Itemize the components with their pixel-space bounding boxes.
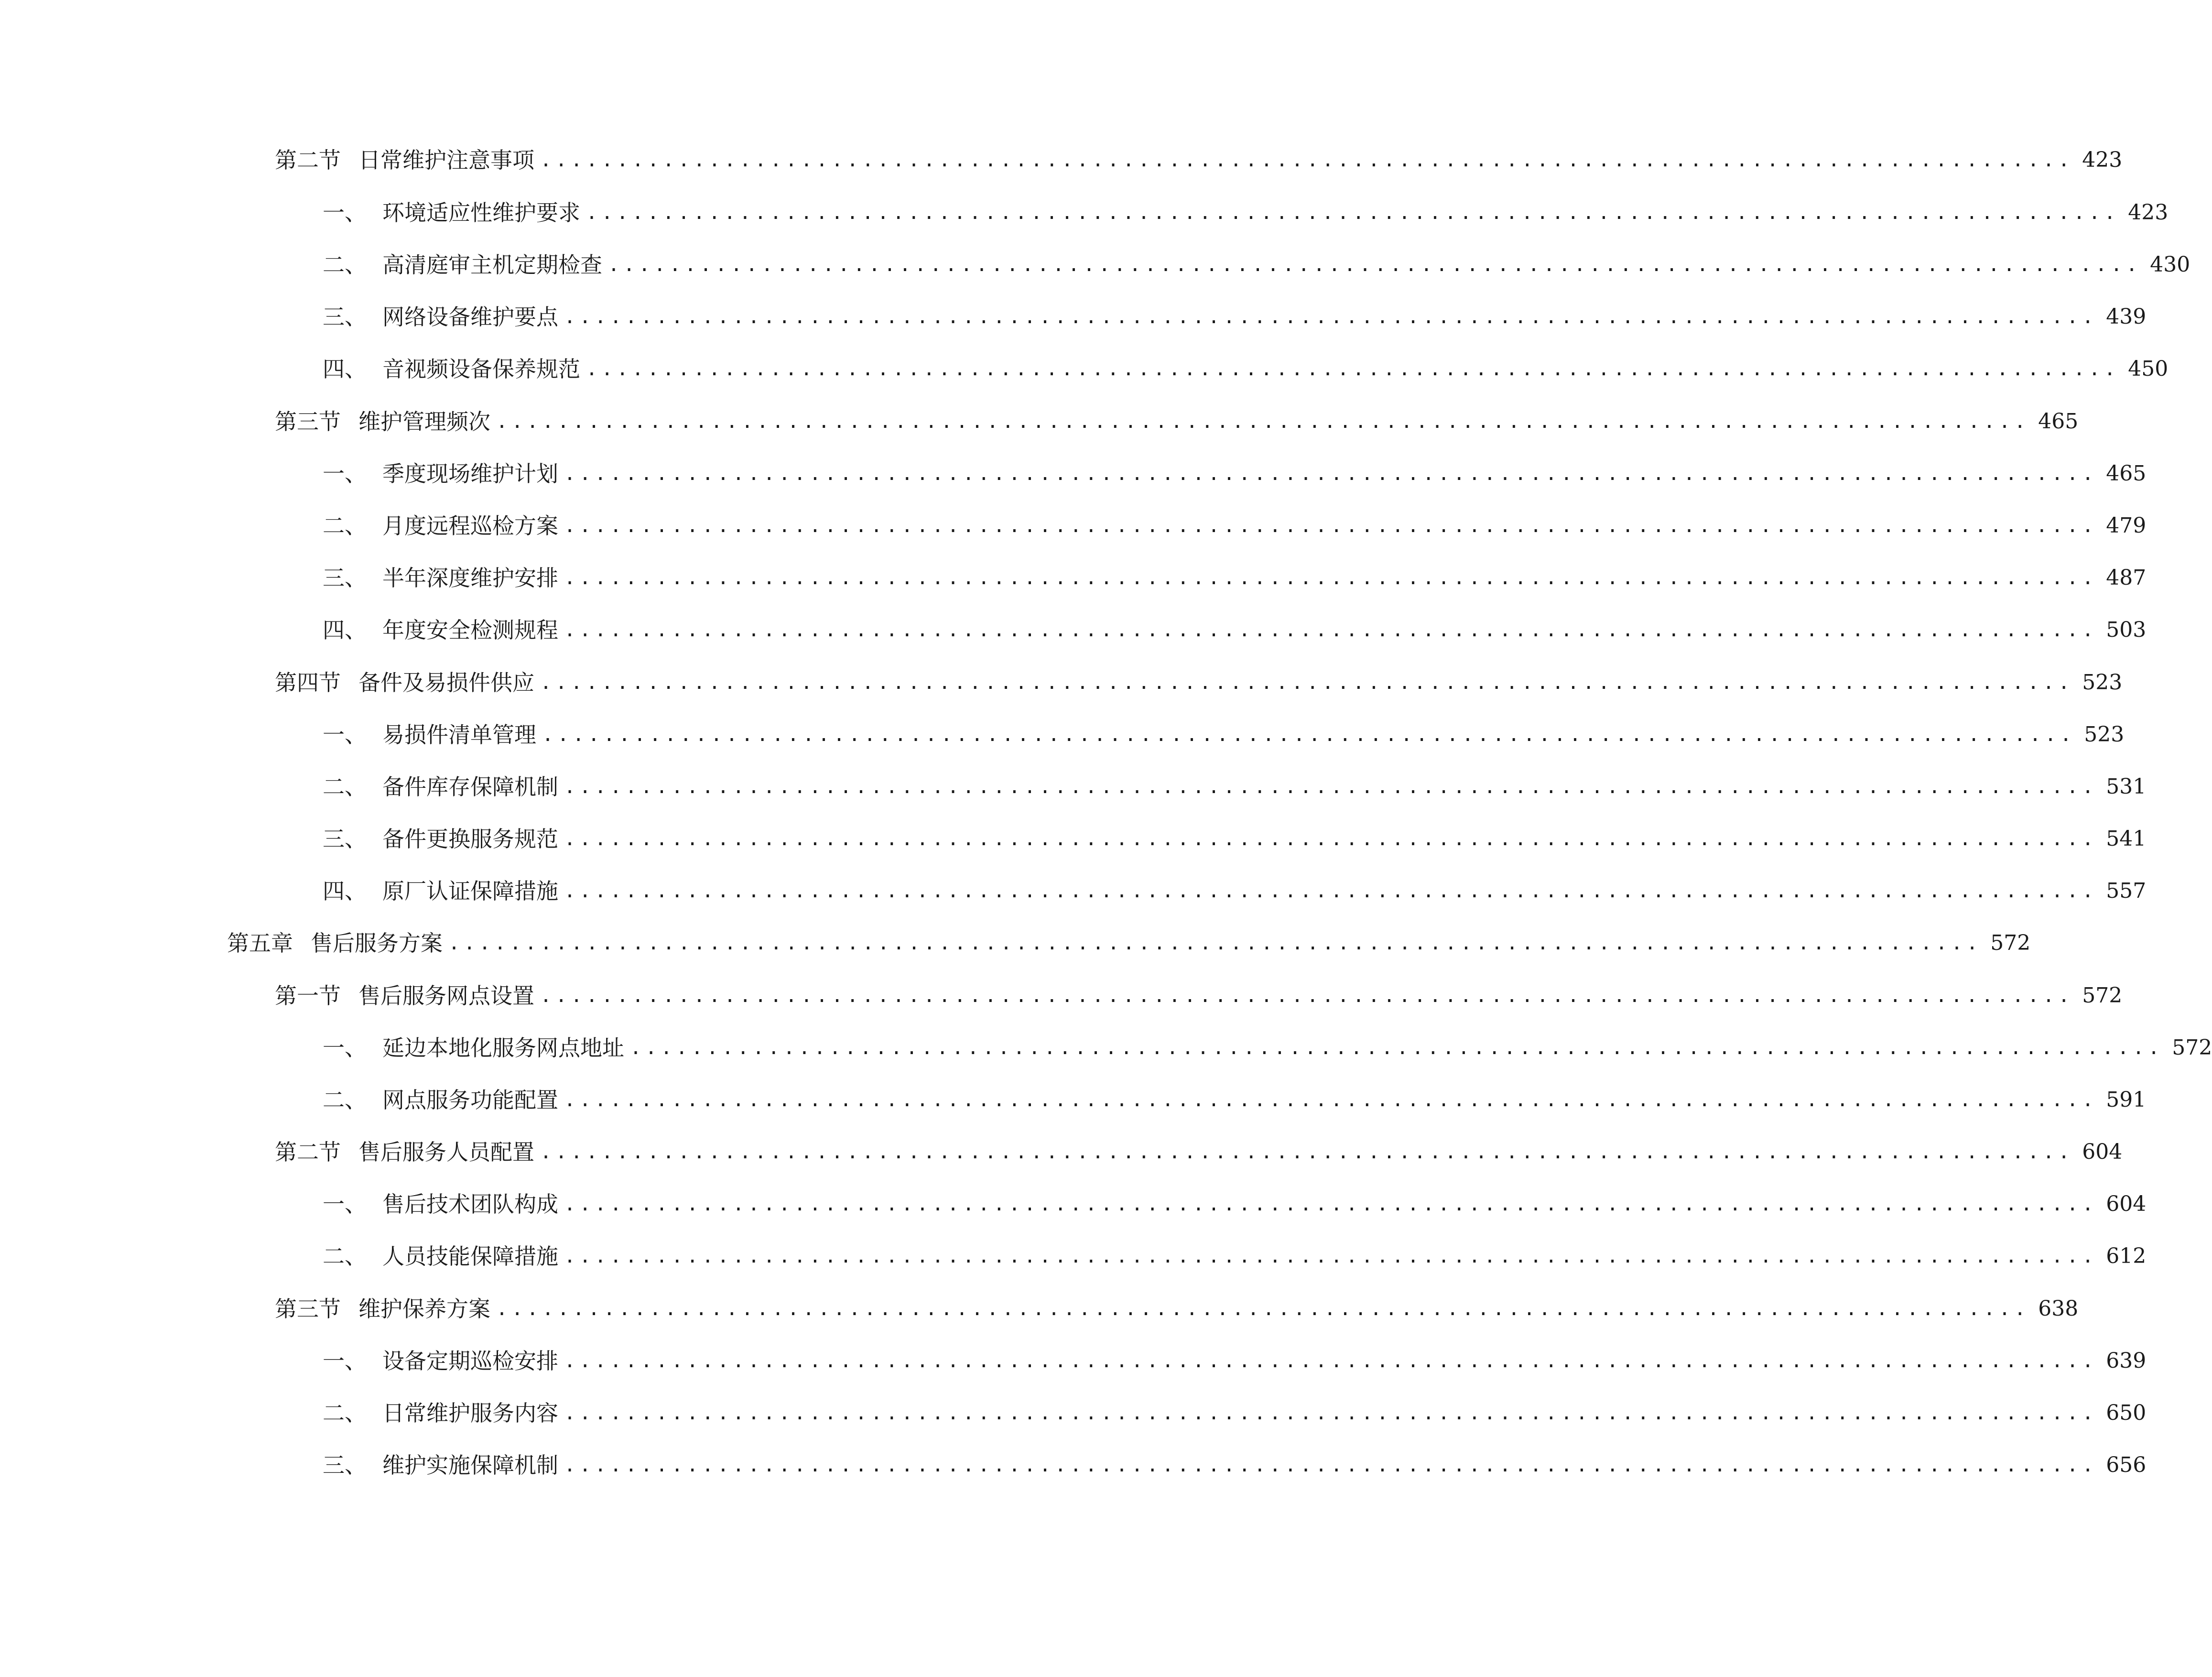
toc-entry-title: 售后服务网点设置 bbox=[358, 983, 534, 1009]
toc-entry[interactable] bbox=[227, 924, 2031, 962]
toc-entry[interactable] bbox=[275, 403, 2079, 441]
toc-entry-title: 月度远程巡检方案 bbox=[382, 513, 558, 539]
toc-label bbox=[323, 455, 558, 493]
toc-page-number: 572 bbox=[1990, 931, 2031, 955]
dot-leader: .................................................................................................... bbox=[564, 1245, 2098, 1267]
toc-entry[interactable] bbox=[275, 977, 2123, 1015]
toc-entry-prefix: 一、 bbox=[323, 461, 367, 487]
toc-entry[interactable] bbox=[323, 1237, 2147, 1275]
toc-entry-prefix: 三、 bbox=[323, 304, 367, 330]
dot-leader: .................................................................................................... bbox=[448, 932, 1982, 954]
toc-page-number: 465 bbox=[2106, 461, 2147, 486]
toc-label bbox=[323, 350, 580, 388]
toc-entry-title: 日常维护服务内容 bbox=[382, 1400, 558, 1426]
toc-entry[interactable] bbox=[275, 1133, 2123, 1171]
toc-label bbox=[323, 1394, 558, 1432]
toc-entry[interactable] bbox=[323, 1394, 2147, 1432]
toc-label bbox=[323, 872, 558, 910]
toc-label bbox=[323, 246, 602, 284]
toc-page-number: 523 bbox=[2084, 722, 2125, 747]
dot-leader: .................................................................................................... bbox=[540, 149, 2074, 171]
dot-leader: .................................................................................................... bbox=[540, 985, 2074, 1007]
toc-entry[interactable] bbox=[323, 716, 2125, 754]
toc-entry-prefix: 第一节 bbox=[275, 983, 341, 1009]
toc-entry-prefix: 二、 bbox=[323, 513, 367, 539]
toc-label bbox=[323, 559, 558, 597]
toc-label bbox=[275, 977, 534, 1015]
toc-entry-title: 售后服务方案 bbox=[311, 930, 443, 956]
toc-label bbox=[323, 298, 558, 336]
toc-label bbox=[323, 1446, 558, 1484]
toc-entry-title: 维护保养方案 bbox=[358, 1296, 490, 1322]
dot-leader: .................................................................................................... bbox=[564, 515, 2098, 537]
toc-entry-prefix: 一、 bbox=[323, 200, 367, 226]
dot-leader: .................................................................................................... bbox=[564, 1402, 2098, 1424]
toc-entry-prefix: 一、 bbox=[323, 1191, 367, 1217]
toc-label bbox=[323, 1342, 558, 1380]
toc-page-number: 430 bbox=[2150, 252, 2190, 277]
toc-entry-prefix: 一、 bbox=[323, 722, 367, 748]
dot-leader: .................................................................................................... bbox=[496, 411, 2030, 433]
toc-page-number: 557 bbox=[2106, 879, 2147, 903]
toc-entry-prefix: 二、 bbox=[323, 252, 367, 278]
toc-entry-title: 网点服务功能配置 bbox=[382, 1087, 558, 1113]
dot-leader: .................................................................................................... bbox=[564, 463, 2098, 485]
toc-label bbox=[323, 1185, 558, 1223]
toc-page-number: 503 bbox=[2106, 618, 2147, 642]
toc-entry-title: 季度现场维护计划 bbox=[382, 461, 558, 487]
dot-leader: .................................................................................................... bbox=[630, 1037, 2164, 1059]
toc-entry[interactable] bbox=[323, 350, 2169, 388]
dot-leader: .................................................................................................... bbox=[564, 1089, 2098, 1111]
toc-entry-title: 易损件清单管理 bbox=[382, 722, 536, 748]
toc-entry-prefix: 三、 bbox=[323, 826, 367, 852]
toc-label bbox=[323, 1081, 558, 1119]
dot-leader: .................................................................................................... bbox=[564, 306, 2098, 328]
dot-leader: .................................................................................................... bbox=[586, 202, 2120, 224]
toc-entry-prefix: 二、 bbox=[323, 1087, 367, 1113]
dot-leader: .................................................................................................... bbox=[540, 1141, 2074, 1163]
toc-entry-prefix: 第三节 bbox=[275, 1296, 341, 1322]
dot-leader: .................................................................................................... bbox=[564, 776, 2098, 798]
toc-entry[interactable] bbox=[323, 1029, 2212, 1067]
toc-entry-prefix: 第五章 bbox=[227, 930, 293, 956]
toc-entry[interactable] bbox=[323, 611, 2147, 649]
toc-entry-title: 延边本地化服务网点地址 bbox=[382, 1035, 624, 1061]
dot-leader: .................................................................................................... bbox=[564, 880, 2098, 902]
toc-entry-title: 高清庭审主机定期检查 bbox=[382, 252, 602, 278]
toc-label bbox=[323, 820, 558, 858]
toc-page-number: 638 bbox=[2038, 1296, 2079, 1321]
dot-leader: .................................................................................................... bbox=[564, 567, 2098, 589]
toc-entry-title: 音视频设备保养规范 bbox=[382, 356, 580, 382]
toc-label bbox=[227, 924, 443, 962]
dot-leader: .................................................................................................... bbox=[540, 672, 2074, 694]
toc-entry[interactable] bbox=[323, 559, 2147, 597]
dot-leader: .................................................................................................... bbox=[586, 358, 2120, 380]
toc-page-number: 656 bbox=[2106, 1453, 2147, 1477]
toc-page-number: 572 bbox=[2172, 1035, 2212, 1060]
toc-label bbox=[323, 768, 558, 806]
toc-entry-title: 售后服务人员配置 bbox=[358, 1139, 534, 1165]
toc-entry-title: 网络设备维护要点 bbox=[382, 304, 558, 330]
toc-page-number: 479 bbox=[2106, 513, 2147, 538]
toc-entry[interactable] bbox=[323, 194, 2169, 232]
toc-label bbox=[275, 1133, 534, 1171]
toc-page-number: 591 bbox=[2106, 1088, 2147, 1112]
toc-entry-title: 备件更换服务规范 bbox=[382, 826, 558, 852]
toc-label bbox=[323, 1029, 624, 1067]
dot-leader: .................................................................................................... bbox=[542, 724, 2076, 746]
toc-label bbox=[275, 141, 534, 179]
toc-entry[interactable] bbox=[323, 1342, 2147, 1380]
toc-entry-prefix: 三、 bbox=[323, 1452, 367, 1478]
toc-entry[interactable] bbox=[323, 768, 2147, 806]
toc-entry[interactable] bbox=[323, 820, 2147, 858]
toc-page-number: 650 bbox=[2106, 1401, 2147, 1425]
toc-entry-prefix: 二、 bbox=[323, 774, 367, 800]
toc-entry-prefix: 四、 bbox=[323, 356, 367, 382]
toc-entry[interactable] bbox=[323, 298, 2147, 336]
toc-label bbox=[323, 507, 558, 545]
toc-page-number: 523 bbox=[2082, 670, 2123, 695]
toc-entry[interactable] bbox=[323, 507, 2147, 545]
toc-label bbox=[323, 194, 580, 232]
toc-entry-prefix: 四、 bbox=[323, 617, 367, 643]
toc-entry[interactable] bbox=[323, 1081, 2147, 1119]
toc-entry[interactable] bbox=[323, 455, 2147, 493]
toc-page-number: 572 bbox=[2082, 983, 2123, 1008]
dot-leader: .................................................................................................... bbox=[564, 1193, 2098, 1215]
toc-page-number: 531 bbox=[2106, 774, 2147, 799]
toc-entry-prefix: 第四节 bbox=[275, 670, 341, 696]
toc-page-number: 423 bbox=[2128, 200, 2169, 225]
dot-leader: .................................................................................................... bbox=[564, 619, 2098, 641]
toc-page-number: 604 bbox=[2106, 1192, 2147, 1216]
toc-entry-title: 维护管理频次 bbox=[358, 409, 490, 435]
toc-entry[interactable] bbox=[275, 1290, 2079, 1328]
toc-label bbox=[275, 664, 534, 702]
toc-entry[interactable] bbox=[323, 1446, 2147, 1484]
toc-entry-prefix: 第二节 bbox=[275, 147, 341, 173]
toc-entry-title: 人员技能保障措施 bbox=[382, 1243, 558, 1269]
dot-leader: .................................................................................................... bbox=[564, 1350, 2098, 1372]
toc-entry[interactable] bbox=[323, 1185, 2147, 1223]
toc-page-number: 604 bbox=[2082, 1140, 2123, 1164]
toc-entry-prefix: 一、 bbox=[323, 1035, 367, 1061]
toc-label bbox=[275, 403, 490, 441]
toc-entry-prefix: 二、 bbox=[323, 1243, 367, 1269]
toc-entry-prefix: 一、 bbox=[323, 1348, 367, 1374]
toc-page-number: 465 bbox=[2038, 409, 2079, 434]
toc-entry[interactable] bbox=[275, 141, 2123, 179]
toc-entry-prefix: 三、 bbox=[323, 565, 367, 591]
toc-label bbox=[323, 1237, 558, 1275]
toc-entry-prefix: 四、 bbox=[323, 878, 367, 904]
toc-entry-title: 备件库存保障机制 bbox=[382, 774, 558, 800]
toc-entry-title: 原厂认证保障措施 bbox=[382, 878, 558, 904]
toc-entry-prefix: 第三节 bbox=[275, 409, 341, 435]
toc-entry[interactable] bbox=[323, 872, 2147, 910]
toc-entry-title: 售后技术团队构成 bbox=[382, 1191, 558, 1217]
dot-leader: .................................................................................................... bbox=[496, 1298, 2030, 1320]
toc-label bbox=[323, 716, 536, 754]
dot-leader: .................................................................................................... bbox=[608, 254, 2142, 276]
toc-page-number: 487 bbox=[2106, 566, 2147, 590]
toc-entry-title: 日常维护注意事项 bbox=[358, 147, 534, 173]
toc-page-number: 439 bbox=[2106, 305, 2147, 329]
toc-page-number: 423 bbox=[2082, 148, 2123, 172]
toc-entry-title: 环境适应性维护要求 bbox=[382, 200, 580, 226]
toc-entry-prefix: 二、 bbox=[323, 1400, 367, 1426]
toc-entry[interactable] bbox=[323, 246, 2190, 284]
toc-label bbox=[275, 1290, 490, 1328]
toc-page-number: 541 bbox=[2106, 827, 2147, 851]
toc-entry-prefix: 第二节 bbox=[275, 1139, 341, 1165]
dot-leader: .................................................................................................... bbox=[564, 1454, 2098, 1476]
dot-leader: .................................................................................................... bbox=[564, 828, 2098, 850]
toc-entry-title: 半年深度维护安排 bbox=[382, 565, 558, 591]
toc-page-number: 639 bbox=[2106, 1349, 2147, 1373]
toc-page-number: 450 bbox=[2128, 357, 2169, 381]
toc-entry-title: 备件及易损件供应 bbox=[358, 670, 534, 696]
toc-label bbox=[323, 611, 558, 649]
toc-entry-title: 维护实施保障机制 bbox=[382, 1452, 558, 1478]
toc-entry-title: 年度安全检测规程 bbox=[382, 617, 558, 643]
toc-entry[interactable] bbox=[275, 664, 2123, 702]
toc-page-number: 612 bbox=[2106, 1244, 2147, 1268]
toc-entry-title: 设备定期巡检安排 bbox=[382, 1348, 558, 1374]
